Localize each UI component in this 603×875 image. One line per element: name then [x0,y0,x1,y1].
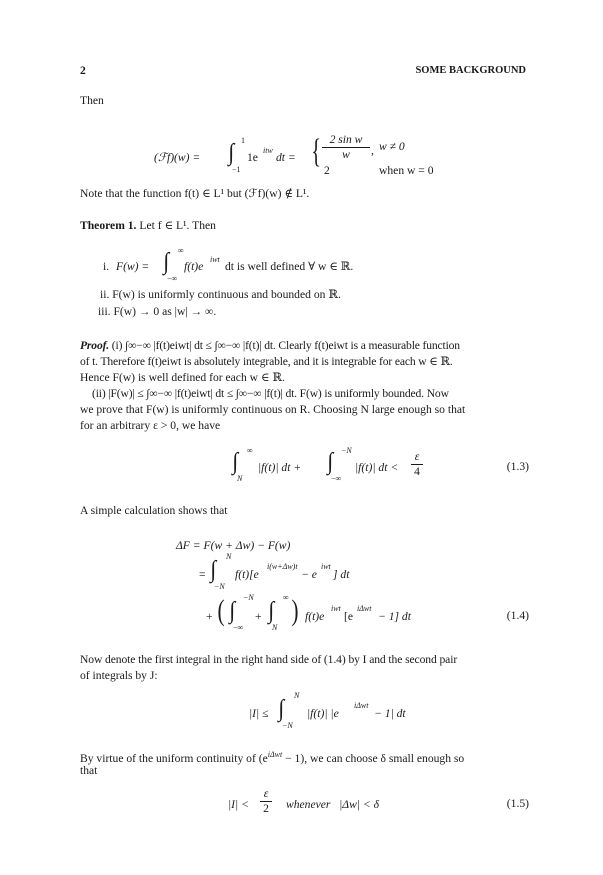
integral-lower: −N [282,721,293,730]
denote-line-2: of integrals by J: [80,669,158,682]
proof-label: Proof. [80,339,110,352]
eq13-numerator: ε [414,450,420,463]
proof-line-3: Hence F(w) is well defined for each w ∈ ℝ. [80,371,285,384]
integral-upper: N [226,552,232,561]
simple-calc-text: A simple calculation shows that [80,504,228,517]
integral-lower: −∞ [233,623,244,632]
eq-exponent: itw [263,146,273,155]
note-text: Note that the function f(t) ∈ L¹ but (ℱf)(w) ∉ L¹. [80,187,310,200]
equation-number: (1.5) [506,797,529,810]
eq14-plus-2: + [255,610,262,623]
eq15-fraction [260,788,272,815]
equation-number: (1.3) [506,460,529,473]
integral-upper: ∞ [247,446,253,455]
integral-sign: ∫ [228,140,235,166]
running-title: SOME BACKGROUND [415,65,526,76]
integral-sign: ∫ [232,449,239,475]
integral-lower: N [272,623,278,632]
virtue-text-b: − 1), we can choose δ small enough so [285,751,465,765]
integral-sign: ∫ [278,696,285,722]
page-number: 2 [80,64,86,77]
eq15-lhs: |I| < [228,798,249,811]
eq14-line-1: ΔF = F(w + Δw) − F(w) [176,539,291,552]
virtue-line-2: that [80,764,98,777]
eqI-body: |f(t)| |e [307,707,339,720]
eq13-term-2: |f(t)| dt < [355,461,399,474]
eqI-end: − 1| dt [374,707,406,720]
integral-sign: ∫ [229,598,236,624]
item-i-text: dt is well defined ∀ w ∈ ℝ. [225,260,354,273]
virtue-text-a: By virtue of the uniform continuity of (e [80,751,268,765]
eq-lhs: (ℱf)(w) = [154,151,201,164]
item-i-lhs: F(w) = [116,260,150,273]
case2-value: 2 [324,164,330,177]
theorem-heading [80,218,216,233]
integral-sign: ∫ [210,557,217,583]
eq15-denominator: 2 [263,802,269,815]
eq14-end-2: − 1] dt [378,610,411,623]
proof-line-4: (ii) |F(w)| ≤ ∫∞−∞ |f(t)eiwt| dt ≤ ∫∞−∞ |f(t)| dt. F(w) is uniformly bounded. Now [92,387,449,400]
theorem-item-ii: ii. F(w) is uniformly continuous and bounded on ℝ. [100,288,341,301]
eq14-body: f(t)[e [235,568,259,581]
case1-fraction [322,134,370,161]
denote-line-1: Now denote the first integral in the right hand side of (1.4) by I and the second pair [80,653,458,666]
eqI-exponent: iΔwt [354,701,369,710]
theorem-intro: Let f ∈ L¹. Then [139,219,216,232]
left-brace: { [311,133,322,170]
right-paren: ) [291,594,299,627]
integral-upper: ∞ [283,593,289,602]
eq14-equals: = [199,568,206,581]
theorem-title: Theorem 1. [80,219,137,232]
case1-condition: w ≠ 0 [379,140,405,153]
eq14-bracket: [e [344,610,354,623]
integral-lower: −N [214,582,225,591]
proof-line-6: for an arbitrary ε > 0, we have [80,419,221,432]
then-text: Then [80,94,104,107]
eq14-exponent-4: iΔwt [357,604,372,613]
eq14-plus: + [206,610,213,623]
integral-lower: N [237,474,243,483]
integral-upper: N [294,691,300,700]
integral-upper: 1 [241,136,245,145]
theorem-item-iii: iii. F(w) → 0 as |w| → ∞. [98,305,217,318]
case2-condition: when w = 0 [379,164,434,177]
eq14-exponent-3: iwt [331,604,341,613]
case1-denominator: w [342,148,350,161]
eq14-body-2: f(t)e [305,610,325,623]
integral-upper: −N [243,593,254,602]
eq14-end: ] dt [333,568,350,581]
integral-lower: −∞ [167,274,178,283]
eq15-condition: whenever |Δw| < δ [286,798,380,811]
proof-line-1-text: (i) ∫∞−∞ |f(t)eiwt| dt ≤ ∫∞−∞ |f(t)| dt. Clearly f(t)eiwt is a measurable function [111,339,460,352]
virtue-line-1 [80,747,464,766]
virtue-exponent: iΔwt [267,750,283,759]
eq15-numerator: ε [263,787,269,800]
left-paren: ( [217,594,225,627]
eq14-exponent-2: iwt [321,562,331,571]
proof-line-1 [80,338,460,353]
case1-numerator: 2 sin w [329,133,363,146]
equation-number: (1.4) [506,609,529,622]
integral-upper: ∞ [178,246,184,255]
case1-comma: , [371,144,374,157]
proof-line-2: of t. Therefore f(t)eiwt is absolutely integrable, and it is integrable for each w ∈ ℝ. [80,355,453,368]
integral-sign: ∫ [327,449,334,475]
eq13-term-1: |f(t)| dt + [258,461,302,474]
integral-lower: −∞ [331,474,342,483]
eq14-mid: − e [301,568,317,581]
item-i-integrand: f(t)e [184,260,204,273]
integral-lower: −1 [232,165,241,174]
integral-sign: ∫ [163,249,170,275]
item-i-exponent: iwt [210,255,220,264]
integral-sign: ∫ [268,598,275,624]
eqI-lhs: |I| ≤ [249,707,269,720]
proof-line-5: we prove that F(w) is uniformly continuous on R. Choosing N large enough so that [80,403,466,416]
eq13-fraction [411,451,423,478]
eq13-denominator: 4 [414,465,420,478]
item-i-label: i. [103,260,110,273]
eq-dt: dt = [276,151,296,164]
eq-integrand: 1e [247,151,258,164]
eq14-exponent-1: i(w+Δw)t [267,562,298,571]
integral-upper: −N [341,446,352,455]
